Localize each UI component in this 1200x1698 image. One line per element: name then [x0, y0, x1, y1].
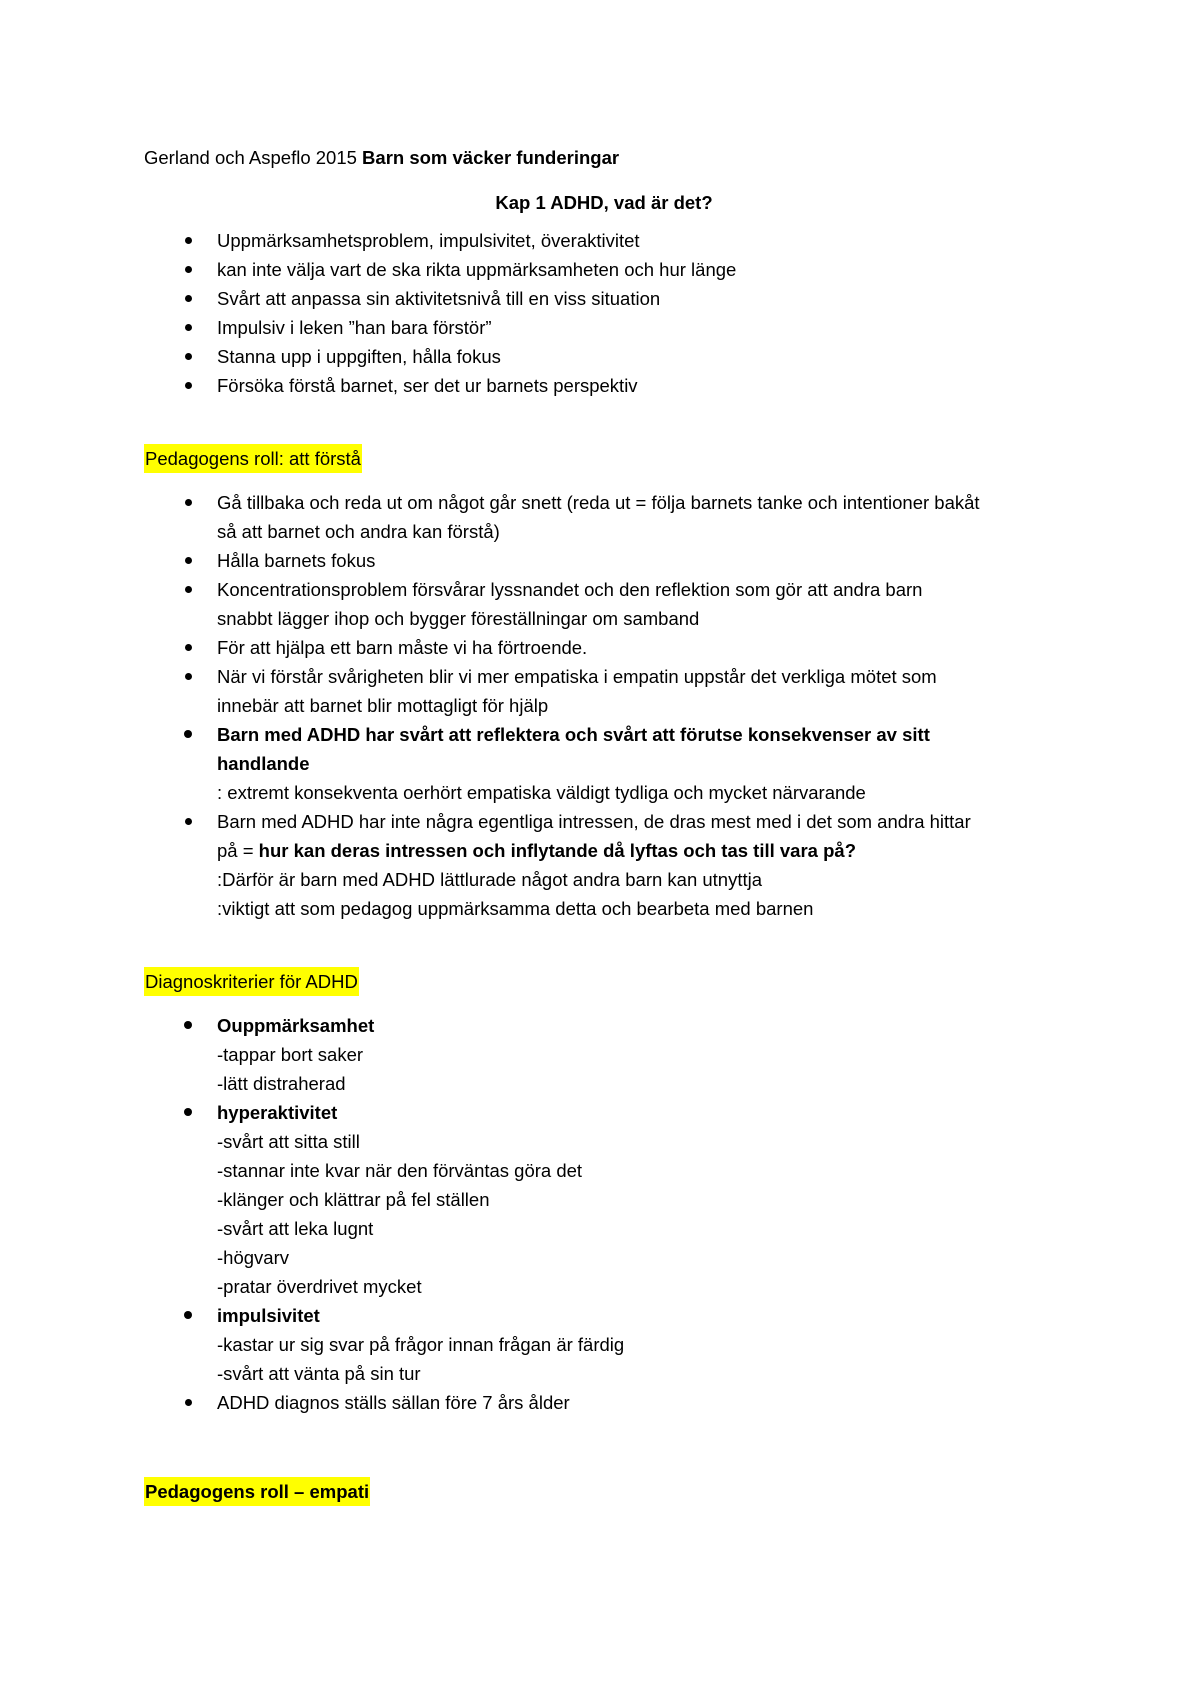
list-item-title: Ouppmärksamhet — [217, 1015, 375, 1036]
section-heading-pedagogens-roll: Pedagogens roll: att förstå — [144, 444, 362, 473]
list-item-line: Gå tillbaka och reda ut om något går snett (reda ut = följa barnets tanke och intentioner bakåt — [217, 492, 980, 513]
list-item-line: -högvarv — [217, 1247, 289, 1268]
section-heading-empati: Pedagogens roll – empati — [144, 1477, 370, 1506]
list-item-line — [217, 836, 1064, 865]
chapter-heading: Kap 1 ADHD, vad är det? — [495, 192, 713, 213]
list-item-line: : extremt konsekventa oerhört empatiska väldigt tydliga och mycket närvarande — [217, 782, 866, 803]
title-author: Gerland och Aspeflo 2015 — [144, 147, 363, 168]
list-item: Uppmärksamhetsproblem, impulsivitet, överaktivitet — [144, 226, 1064, 255]
section-heading-3-wrap — [144, 1477, 1064, 1506]
list-item-title: hyperaktivitet — [217, 1102, 338, 1123]
list-item — [144, 575, 1064, 633]
list-item: Försöka förstå barnet, ser det ur barnets perspektiv — [144, 371, 1064, 400]
list-item — [144, 807, 1064, 923]
list-item: kan inte välja vart de ska rikta uppmärksamheten och hur länge — [144, 255, 1064, 284]
intro-list — [144, 226, 1064, 400]
list-item-line: så att barnet och andra kan förstå) — [217, 521, 500, 542]
list-item-line: :Därför är barn med ADHD lättlurade något andra barn kan utnyttja — [217, 869, 763, 890]
list-item — [144, 633, 1064, 662]
list-item-line: ADHD diagnos ställs sällan före 7 års ålder — [217, 1392, 570, 1413]
list-item — [144, 488, 1064, 546]
list-item-title: impulsivitet — [217, 1305, 320, 1326]
list-item-line: -klänger och klättrar på fel ställen — [217, 1189, 490, 1210]
list-item — [144, 1388, 1064, 1417]
list-item-line: -svårt att vänta på sin tur — [217, 1363, 421, 1384]
list-item-line: -svårt att leka lugnt — [217, 1218, 374, 1239]
list-item-text: på = — [217, 840, 259, 861]
list-item — [144, 662, 1064, 720]
list-item-line: :viktigt att som pedagog uppmärksamma detta och bearbeta med barnen — [217, 898, 814, 919]
section2-list — [144, 1011, 1064, 1417]
list-item-line: -kastar ur sig svar på frågor innan frågan är färdig — [217, 1334, 625, 1355]
section1-list — [144, 488, 1064, 923]
list-item-line: För att hjälpa ett barn måste vi ha förtroende. — [217, 637, 588, 658]
list-item — [144, 546, 1064, 575]
list-item-line: snabbt lägger ihop och bygger föreställningar om samband — [217, 608, 700, 629]
list-item: Svårt att anpassa sin aktivitetsnivå till en viss situation — [144, 284, 1064, 313]
list-item-line: innebär att barnet blir mottagligt för hjälp — [217, 695, 549, 716]
list-item-line: Hålla barnets fokus — [217, 550, 376, 571]
section-heading-2-wrap — [144, 967, 1064, 996]
list-item-line: -pratar överdrivet mycket — [217, 1276, 422, 1297]
list-item-question: hur kan deras intressen och inflytande då lyftas och tas till vara på? — [258, 840, 856, 861]
list-item-line: -stannar inte kvar när den förväntas göra det — [217, 1160, 583, 1181]
document-title — [144, 143, 1064, 172]
list-item-line: -lätt distraherad — [217, 1073, 346, 1094]
list-item-bold — [144, 720, 1064, 807]
list-item-line: Barn med ADHD har svårt att reflektera och svårt att förutse konsekvenser av sitt — [217, 724, 930, 745]
list-item-line: Barn med ADHD har inte några egentliga intressen, de dras mest med i det som andra hittar — [217, 811, 971, 832]
section-heading-1-wrap — [144, 444, 1064, 473]
document-body — [144, 143, 1064, 1521]
list-item: Impulsiv i leken ”han bara förstör” — [144, 313, 1064, 342]
list-item-line: Koncentrationsproblem försvårar lyssnandet och den reflektion som gör att andra barn — [217, 579, 923, 600]
title-book: Barn som väcker funderingar — [362, 147, 620, 168]
list-item-line: handlande — [217, 753, 310, 774]
list-item-line: -tappar bort saker — [217, 1044, 364, 1065]
list-item-line: När vi förstår svårigheten blir vi mer empatiska i empatin uppstår det verkliga mötet som — [217, 666, 937, 687]
list-item-line: -svårt att sitta still — [217, 1131, 360, 1152]
list-item — [144, 1011, 1064, 1098]
list-item: Stanna upp i uppgiften, hålla fokus — [144, 342, 1064, 371]
section-heading-diagnoskriterier: Diagnoskriterier för ADHD — [144, 967, 359, 996]
list-item — [144, 1098, 1064, 1301]
list-item — [144, 1301, 1064, 1388]
